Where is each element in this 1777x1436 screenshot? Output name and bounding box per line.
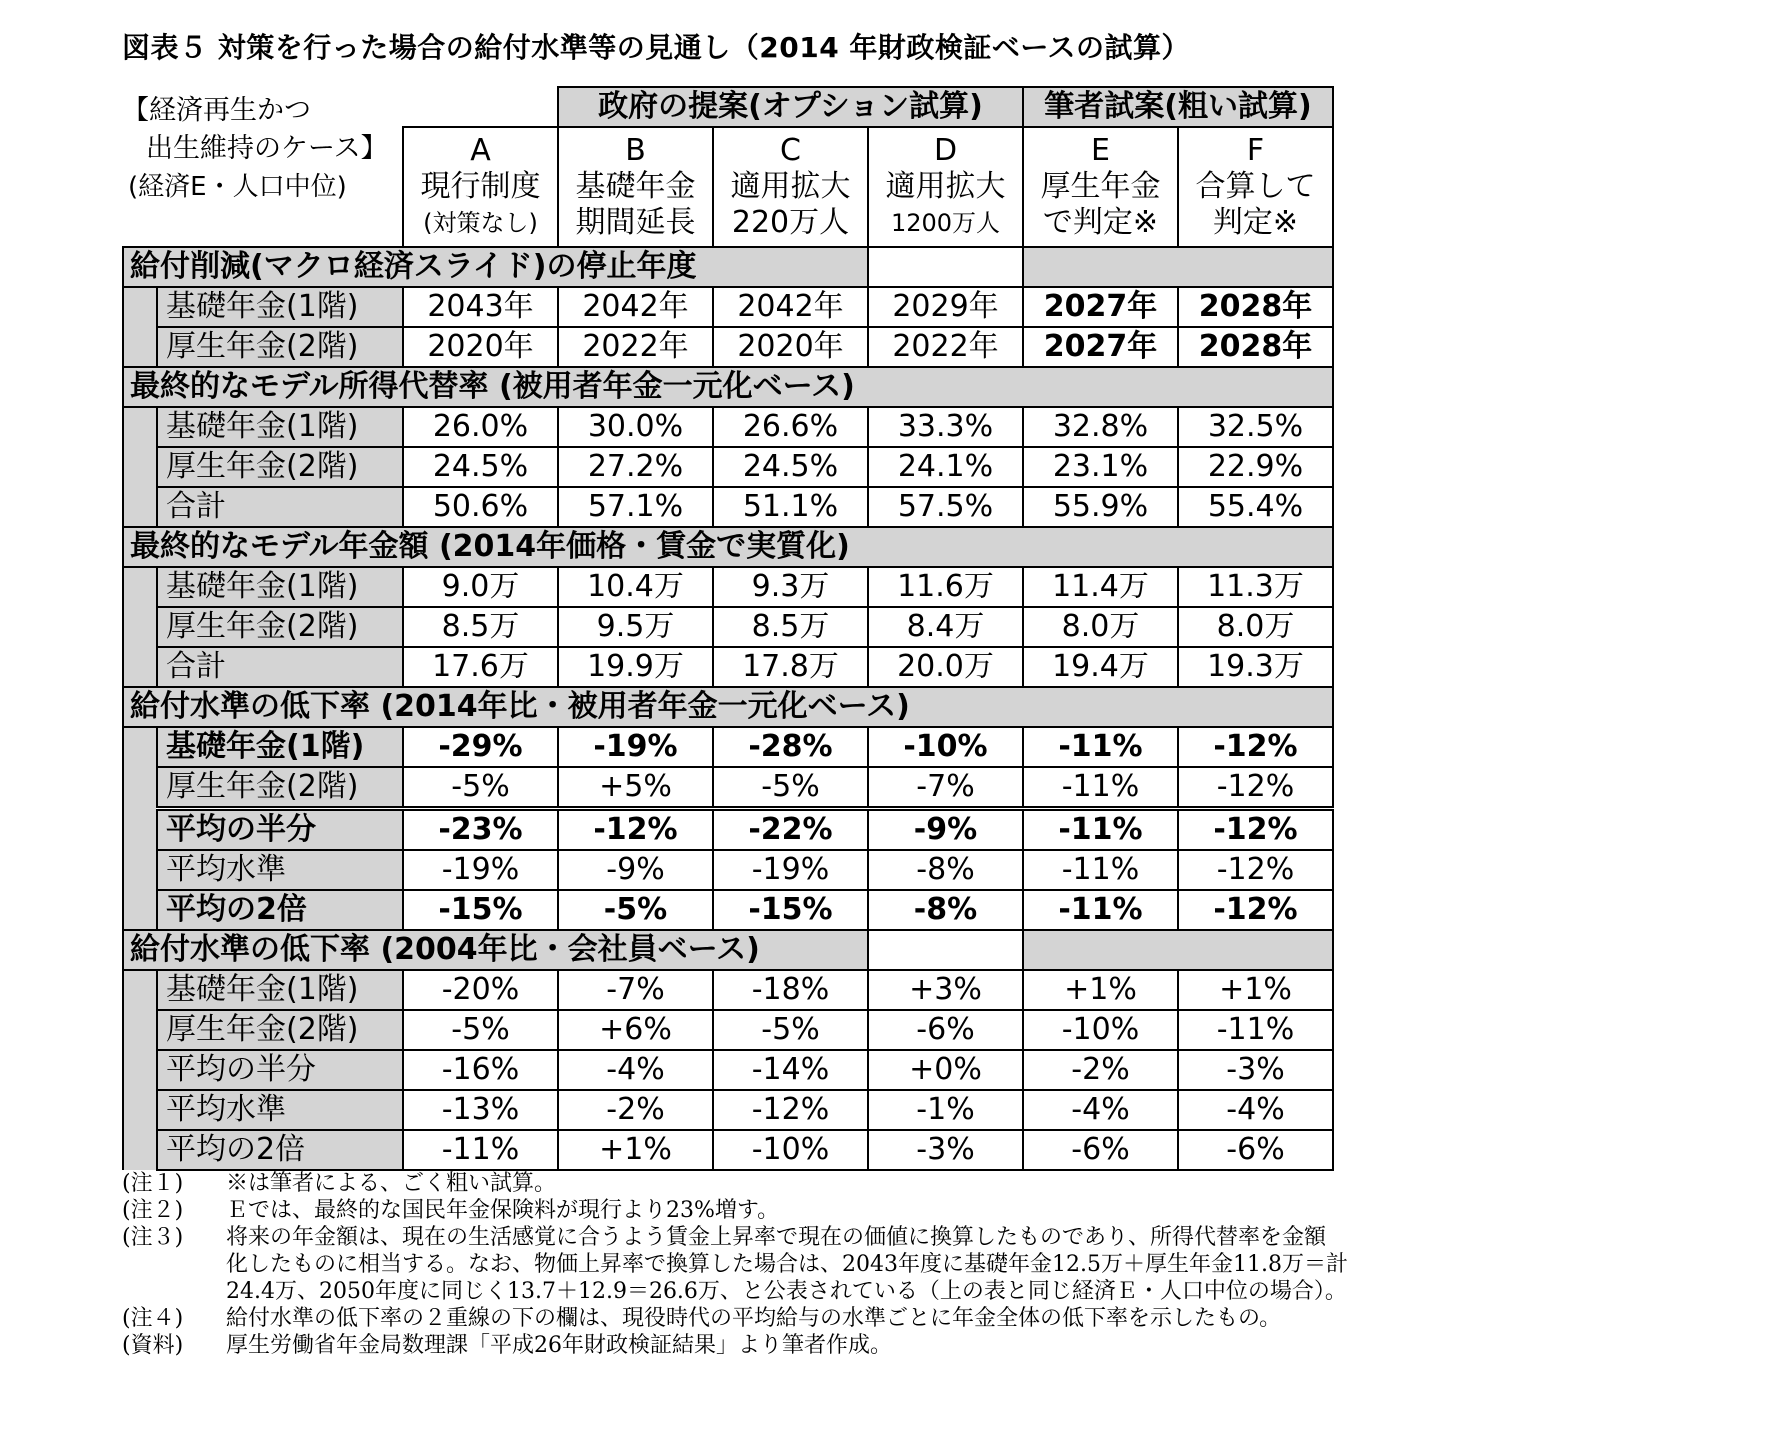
table-cell: -11% [403,1130,558,1170]
table-cell: -6% [1178,1130,1333,1170]
column-name: 基礎年金 [575,169,696,204]
table-cell: -19% [403,850,558,890]
table-cell: -11% [1023,767,1178,809]
row-indent [123,767,157,809]
table-cell: 9.3万 [713,567,868,607]
table-cell: -4% [1023,1090,1178,1130]
column-letter: D [933,133,958,168]
column-sub: 1200万人 [890,209,1001,237]
column-header-d [868,127,1023,247]
group-header-govt: 政府の提案(オプション試算) [558,87,1023,127]
table-cell: -11% [1178,1010,1333,1050]
row-label: 基礎年金(1階) [157,727,403,767]
column-sub: 判定※ [1212,205,1299,240]
table-cell: -10% [1023,1010,1178,1050]
table-cell: -14% [713,1050,868,1090]
table-cell: 26.6% [713,407,868,447]
section-spacer [1023,247,1333,287]
column-name: 現行制度 [420,169,541,204]
table-cell: 8.4万 [868,607,1023,647]
table-cell: -5% [403,767,558,809]
table-cell: 8.0万 [1023,607,1178,647]
table-cell: 2028年 [1178,327,1333,367]
table-cell: -19% [558,727,713,767]
section-title: 最終的なモデル所得代替率 (被用者年金一元化ベース) [123,367,1333,407]
row-label: 平均の半分 [157,1050,403,1090]
section-title: 給付水準の低下率 (2004年比・会社員ベース) [123,930,868,970]
table-cell: -7% [868,767,1023,809]
row-indent [123,850,157,890]
empty-corner [403,87,558,127]
section-spacer [1023,930,1333,970]
note-text: Ｅでは、最終的な国民年金保険料が現行より23%増す。 [226,1198,780,1223]
note [122,1332,1348,1359]
table-cell: +1% [1178,970,1333,1010]
row-label: 平均の2倍 [157,1130,403,1170]
table-cell: 33.3% [868,407,1023,447]
table-cell: -15% [403,890,558,930]
table-cell: -5% [713,767,868,809]
table-cell: -11% [1023,809,1178,851]
table-cell: 2027年 [1023,287,1178,327]
table-cell: 2042年 [713,287,868,327]
table-cell: +1% [558,1130,713,1170]
section-title: 給付水準の低下率 (2014年比・被用者年金一元化ベース) [123,687,1333,727]
column-header-c [713,127,868,247]
note-label: (注１) [122,1171,184,1196]
table-cell: 30.0% [558,407,713,447]
row-label: 基礎年金(1階) [157,567,403,607]
row-label: 平均水準 [157,1090,403,1130]
row-indent [123,727,157,767]
note-label: (資料) [122,1333,184,1358]
table-cell: -3% [1178,1050,1333,1090]
table-cell: -11% [1023,727,1178,767]
row-indent [123,1130,157,1170]
table-cell: 24.5% [403,447,558,487]
table-cell: -1% [868,1090,1023,1130]
column-name: 適用拡大 [885,169,1006,204]
table-cell: 11.4万 [1023,567,1178,607]
column-name: 適用拡大 [730,169,851,204]
table-cell: +5% [558,767,713,809]
table-cell: -2% [558,1090,713,1130]
table-cell: -8% [868,890,1023,930]
column-header-b [558,127,713,247]
table-cell: -12% [1178,809,1333,851]
table-cell: -10% [868,727,1023,767]
row-indent [123,287,157,327]
column-sub: 期間延長 [575,205,696,240]
section-header [123,247,1333,287]
group-header-author: 筆者試案(粗い試算) [1023,87,1333,127]
table-cell: -8% [868,850,1023,890]
note-label: (注２) [122,1198,184,1223]
table-cell: +0% [868,1050,1023,1090]
column-sub: 220万人 [731,205,850,240]
table-cell: -20% [403,970,558,1010]
column-letter: C [780,133,801,168]
row-indent [123,407,157,447]
row-indent [123,487,157,527]
case-label-line2: 出生維持のケース】 [146,133,388,164]
column-header-a [403,127,558,247]
notes [122,1170,1348,1359]
table-cell: -6% [1023,1130,1178,1170]
table-cell: 2043年 [403,287,558,327]
row-indent [123,647,157,687]
table-cell: 8.5万 [713,607,868,647]
row-indent [123,809,157,851]
row-label: 合計 [157,487,403,527]
table-cell: -4% [558,1050,713,1090]
table-cell: -11% [1023,890,1178,930]
table-cell: -5% [713,1010,868,1050]
table-cell: 19.9万 [558,647,713,687]
table-cell: 50.6% [403,487,558,527]
table-row [123,890,1333,930]
table-cell: -7% [558,970,713,1010]
table-cell: -9% [868,809,1023,851]
table-cell: 2020年 [713,327,868,367]
table-row [123,287,1333,327]
row-label: 厚生年金(2階) [157,327,403,367]
table-cell: -12% [558,809,713,851]
table-row [123,567,1333,607]
table-cell: -11% [1023,850,1178,890]
row-label: 平均水準 [157,850,403,890]
table-cell: 22.9% [1178,447,1333,487]
table-cell: 57.5% [868,487,1023,527]
table-cell: -12% [1178,767,1333,809]
table-cell: 8.5万 [403,607,558,647]
case-label-line3: (経済E・人口中位) [128,172,347,202]
table-cell: -9% [558,850,713,890]
table-row [123,850,1333,890]
row-label: 合計 [157,647,403,687]
table-cell: -2% [1023,1050,1178,1090]
row-label: 厚生年金(2階) [157,1010,403,1050]
table-cell: -28% [713,727,868,767]
table-cell: 8.0万 [1178,607,1333,647]
row-label: 基礎年金(1階) [157,287,403,327]
table-cell: 55.9% [1023,487,1178,527]
table-row [123,607,1333,647]
row-indent [123,1010,157,1050]
table-cell: -18% [713,970,868,1010]
table-cell: 24.5% [713,447,868,487]
row-indent [123,567,157,607]
table-cell: 2020年 [403,327,558,367]
column-letter: B [625,133,646,168]
empty-corner [123,87,403,127]
section-header [123,687,1333,727]
table-cell: 27.2% [558,447,713,487]
table-cell: 32.8% [1023,407,1178,447]
note [122,1224,1348,1251]
table-row [123,767,1333,809]
table-row [123,809,1333,851]
row-label: 厚生年金(2階) [157,607,403,647]
table-row [123,647,1333,687]
table-cell: -19% [713,850,868,890]
table-cell: 17.6万 [403,647,558,687]
table-cell: -12% [1178,850,1333,890]
table-cell: 57.1% [558,487,713,527]
row-indent [123,890,157,930]
table-cell: 11.3万 [1178,567,1333,607]
section-header [123,930,1333,970]
note-label: (注３) [122,1225,184,1250]
column-name: 厚生年金 [1040,169,1161,204]
table-cell: -12% [1178,890,1333,930]
table-row [123,727,1333,767]
row-label: 厚生年金(2階) [157,767,403,809]
table-cell: 9.5万 [558,607,713,647]
table-row [123,407,1333,447]
table-cell: 2029年 [868,287,1023,327]
table-cell: 10.4万 [558,567,713,607]
table-cell: -3% [868,1130,1023,1170]
row-indent [123,1050,157,1090]
section-header [123,367,1333,407]
table-row [123,1010,1333,1050]
table-row [123,447,1333,487]
table-cell: 2027年 [1023,327,1178,367]
note-text: 厚生労働省年金局数理課「平成26年財政検証結果」より筆者作成。 [226,1333,892,1358]
table-row [123,1130,1333,1170]
column-letter: E [1091,133,1110,168]
column-name: 合算して [1195,169,1316,204]
row-label: 平均の2倍 [157,890,403,930]
row-label: 平均の半分 [157,809,403,851]
note-text: 給付水準の低下率の２重線の下の欄は、現役時代の平均給与の水準ごとに年金全体の低下率を示したもの。 [226,1306,1282,1331]
table-cell: -4% [1178,1090,1333,1130]
table-cell: -12% [713,1090,868,1130]
table-cell: 17.8万 [713,647,868,687]
section-spacer [868,930,1023,970]
row-label: 基礎年金(1階) [157,970,403,1010]
table-cell: -5% [403,1010,558,1050]
table-cell: -13% [403,1090,558,1130]
table-cell: 2042年 [558,287,713,327]
note-continuation: 24.4万、2050年度に同じく13.7＋12.9＝26.6万、と公表されている（上の表と同じ経済Ｅ・人口中位の場合）。 [226,1279,1347,1304]
table-row [123,1050,1333,1090]
column-header-f [1178,127,1333,247]
table-cell: -6% [868,1010,1023,1050]
column-header-e [1023,127,1178,247]
table-cell: 2022年 [558,327,713,367]
table-cell: +6% [558,1010,713,1050]
note [122,1305,1348,1332]
table-cell: -16% [403,1050,558,1090]
table-cell: 2022年 [868,327,1023,367]
section-spacer [868,247,1023,287]
column-letter: A [470,133,491,168]
table-cell: -5% [558,890,713,930]
note-text: ※は筆者による、ごく粗い試算。 [226,1171,557,1196]
projection-table [122,86,1334,1171]
table-cell: 32.5% [1178,407,1333,447]
table-cell: -10% [713,1130,868,1170]
note [122,1197,1348,1224]
column-sub: で判定※ [1042,205,1159,240]
table-cell: -29% [403,727,558,767]
table-cell: 2028年 [1178,287,1333,327]
table-cell: 19.4万 [1023,647,1178,687]
table-cell: +3% [868,970,1023,1010]
note [122,1170,1348,1197]
table-cell: 20.0万 [868,647,1023,687]
table-cell: +1% [1023,970,1178,1010]
table-cell: 19.3万 [1178,647,1333,687]
table-cell: 11.6万 [868,567,1023,607]
row-indent [123,447,157,487]
table-row [123,1090,1333,1130]
note-label: (注４) [122,1306,184,1331]
table-cell: -15% [713,890,868,930]
row-indent [123,970,157,1010]
note-text: 将来の年金額は、現在の生活感覚に合うよう賃金上昇率で現在の価値に換算したものであり、所得代替率を金額 [226,1225,1327,1250]
table-cell: -12% [1178,727,1333,767]
column-sub: (対策なし) [423,209,538,237]
table-cell: 24.1% [868,447,1023,487]
table-row [123,327,1333,367]
table-row [123,487,1333,527]
figure-title: 図表５ 対策を行った場合の給付水準等の見通し（2014 年財政検証ベースの試算） [122,31,1191,64]
table-cell: 23.1% [1023,447,1178,487]
table-cell: 9.0万 [403,567,558,607]
section-title: 最終的なモデル年金額 (2014年価格・賃金で実質化) [123,527,1333,567]
row-indent [123,327,157,367]
column-letter: F [1246,133,1265,168]
table-cell: 51.1% [713,487,868,527]
table-row [123,970,1333,1010]
section-header [123,527,1333,567]
table-cell: -22% [713,809,868,851]
table-cell: -23% [403,809,558,851]
empty-corner [123,127,403,247]
row-label: 厚生年金(2階) [157,447,403,487]
table-cell: 55.4% [1178,487,1333,527]
case-label-line1: 【経済再生かつ [122,95,311,126]
note-continuation: 化したものに相当する。なお、物価上昇率で換算した場合は、2043年度に基礎年金12.5万＋厚生年金11.8万＝計 [226,1252,1348,1277]
row-indent [123,607,157,647]
row-label: 基礎年金(1階) [157,407,403,447]
row-indent [123,1090,157,1130]
section-title: 給付削減(マクロ経済スライド)の停止年度 [123,247,868,287]
table-cell: 26.0% [403,407,558,447]
